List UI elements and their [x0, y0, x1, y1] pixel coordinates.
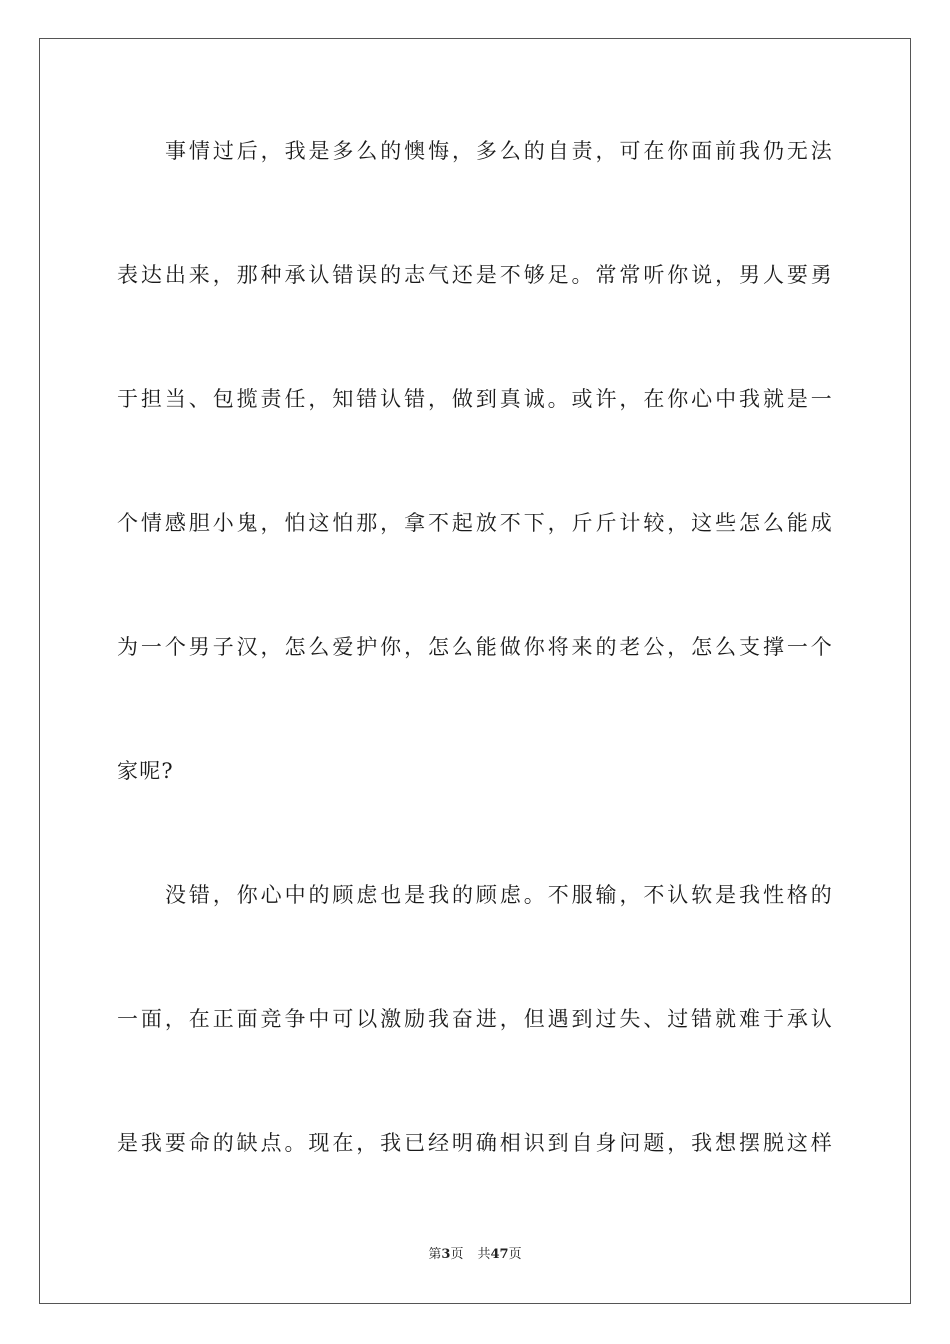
total-prefix: 共 — [477, 1247, 491, 1262]
page-border — [39, 38, 911, 1304]
paragraph-1-line-2: 表达出来，那种承认错误的志气还是不够足。常常听你说，男人要勇 — [117, 263, 833, 287]
total-suffix: 页 — [508, 1247, 522, 1262]
paragraph-1-line-1: 事情过后，我是多么的懊悔，多么的自责，可在你面前我仍无法 — [165, 139, 833, 163]
total-pages: 47 — [490, 1247, 509, 1262]
paragraph-1-line-5: 为一个男子汉，怎么爱护你，怎么能做你将来的老公，怎么支撑一个 — [117, 635, 833, 659]
paragraph-1-line-3: 于担当、包揽责任，知错认错，做到真诚。或许，在你心中我就是一 — [117, 387, 833, 411]
paragraph-2-line-1: 没错，你心中的顾虑也是我的顾虑。不服输，不认软是我性格的 — [165, 883, 833, 907]
page-prefix: 第 — [428, 1247, 442, 1262]
paragraph-1-line-4: 个情感胆小鬼，怕这怕那，拿不起放不下，斤斤计较，这些怎么能成 — [117, 511, 833, 535]
paragraph-2-line-2: 一面，在正面竞争中可以激励我奋进，但遇到过失、过错就难于承认 — [117, 1007, 833, 1031]
page-suffix: 页 — [450, 1247, 464, 1262]
paragraph-2-line-3: 是我要命的缺点。现在，我已经明确相识到自身问题，我想摆脱这样 — [117, 1131, 833, 1155]
page-footer — [0, 1246, 950, 1264]
paragraph-1-line-6: 家呢? — [117, 759, 174, 783]
page-number: 3 — [441, 1247, 451, 1262]
